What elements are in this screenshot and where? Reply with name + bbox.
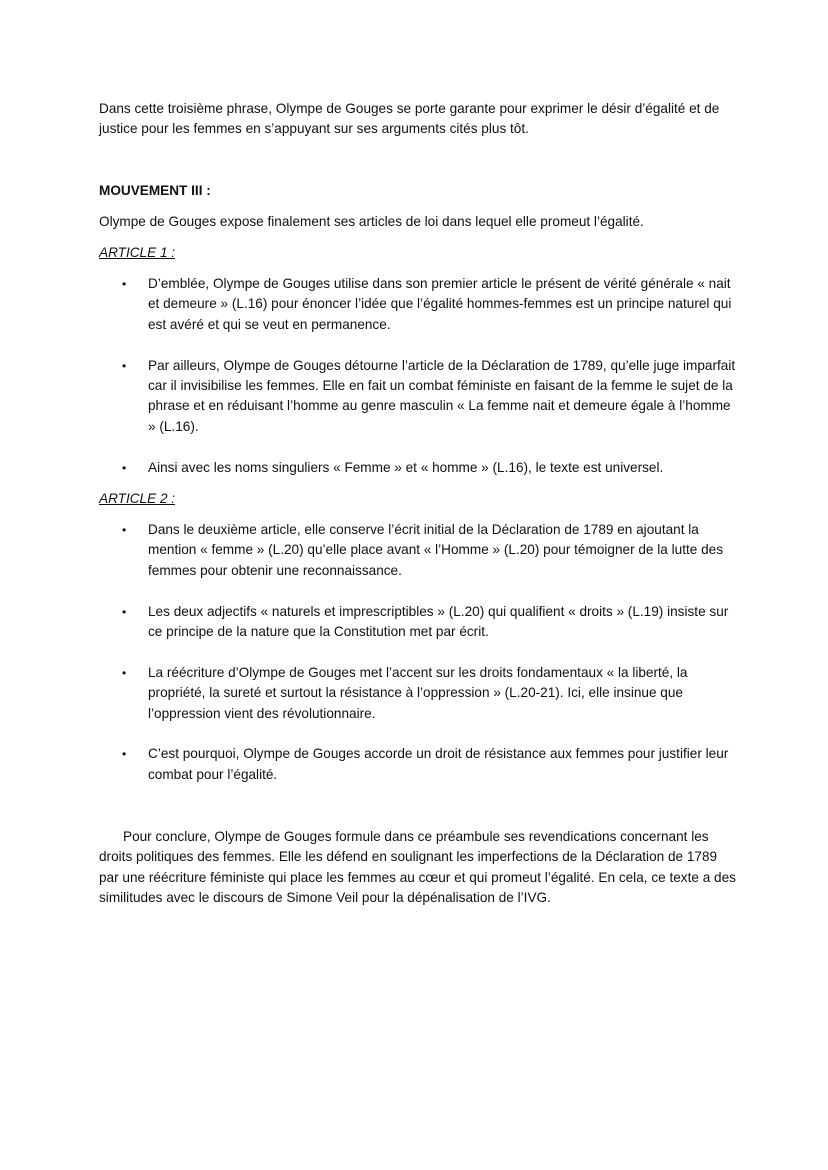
bullet-icon: • [122,604,127,619]
bullet-icon: • [122,460,127,475]
list-item [99,744,739,785]
intro-paragraph: Dans cette troisième phrase, Olympe de Gouges se porte garante pour exprimer le désir d’égalité et de justice pour les femmes en s’appuyant sur ses arguments cités plus tôt. [99,101,720,137]
list-item-text: C’est pourquoi, Olympe de Gouges accorde un droit de résistance aux femmes pour justifier leur combat pour l’égalité. [148,746,729,782]
article-2-list [99,520,739,785]
article-2-label: ARTICLE 2 : [99,491,176,506]
bullet-icon: • [122,523,127,537]
list-item-text: Les deux adjectifs « naturels et imprescriptibles » (L.20) qui qualifient « droits » (L.19) insiste sur ce principe de la nature que la Constitution met par écrit. [148,603,729,640]
list-item-text: Ainsi avec les noms singuliers « Femme » et « homme » (L.16), le texte est universel. [148,459,664,475]
movement-intro: Olympe de Gouges expose finalement ses articles de loi dans lequel elle promeut l’égalité. [99,214,644,229]
bullet-icon: • [122,747,127,762]
list-item [99,356,739,438]
list-item [99,602,739,643]
list-item [99,520,739,581]
list-item [99,458,739,478]
article-1-label: ARTICLE 1 : [99,245,176,260]
movement-heading: MOUVEMENT III : [99,183,211,198]
article-1-list [99,274,739,478]
list-item-text: La réécriture d’Olympe de Gouges met l’accent sur les droits fondamentaux « la liberté, la propriété, la sureté et surtout la résistance à l’oppression » (L.20-21). Ici, elle insinue que l’oppression vient des révolutionnaire. [148,664,688,721]
bullet-icon: • [122,665,127,680]
bullet-icon: • [122,358,127,373]
list-item-text: Dans le deuxième article, elle conserve l’écrit initial de la Déclaration de 1789 en ajoutant la mention « femme » (L.20) qu’elle place avant « l’Homme » (L.20) pour témoigner de la lutte des femmes pour obtenir une reconnaissance. [148,522,724,578]
conclusion-paragraph: Pour conclure, Olympe de Gouges formule dans ce préambule ses revendications concernant les droits politiques des femmes. Elle les défend en soulignant les imperfections de la Déclaration de 1789 par une réécriture féministe qui place les femmes au cœur et qui promeut l’égalité. En cela, ce texte a des similitudes avec le discours de Simone Veil pour la dépénalisation de l’IVG. [99,829,736,906]
list-item-text: D’emblée, Olympe de Gouges utilise dans son premier article le présent de vérité générale « nait et demeure » (L.16) pour énoncer l’idée que l’égalité hommes-femmes est un principe naturel qui est avéré et qui se veut en permanence. [148,276,732,332]
list-item-text: Par ailleurs, Olympe de Gouges détourne l’article de la Déclaration de 1789, qu’elle juge imparfait car il invisibilise les femmes. Elle en fait un combat féministe en faisant de la femme le sujet de la phrase et en réduisant l’homme au genre masculin « La femme nait et demeure égale à l’homme » (L.16). [148,357,736,434]
list-item [99,663,739,724]
list-item [99,274,739,335]
bullet-icon: • [122,277,127,291]
